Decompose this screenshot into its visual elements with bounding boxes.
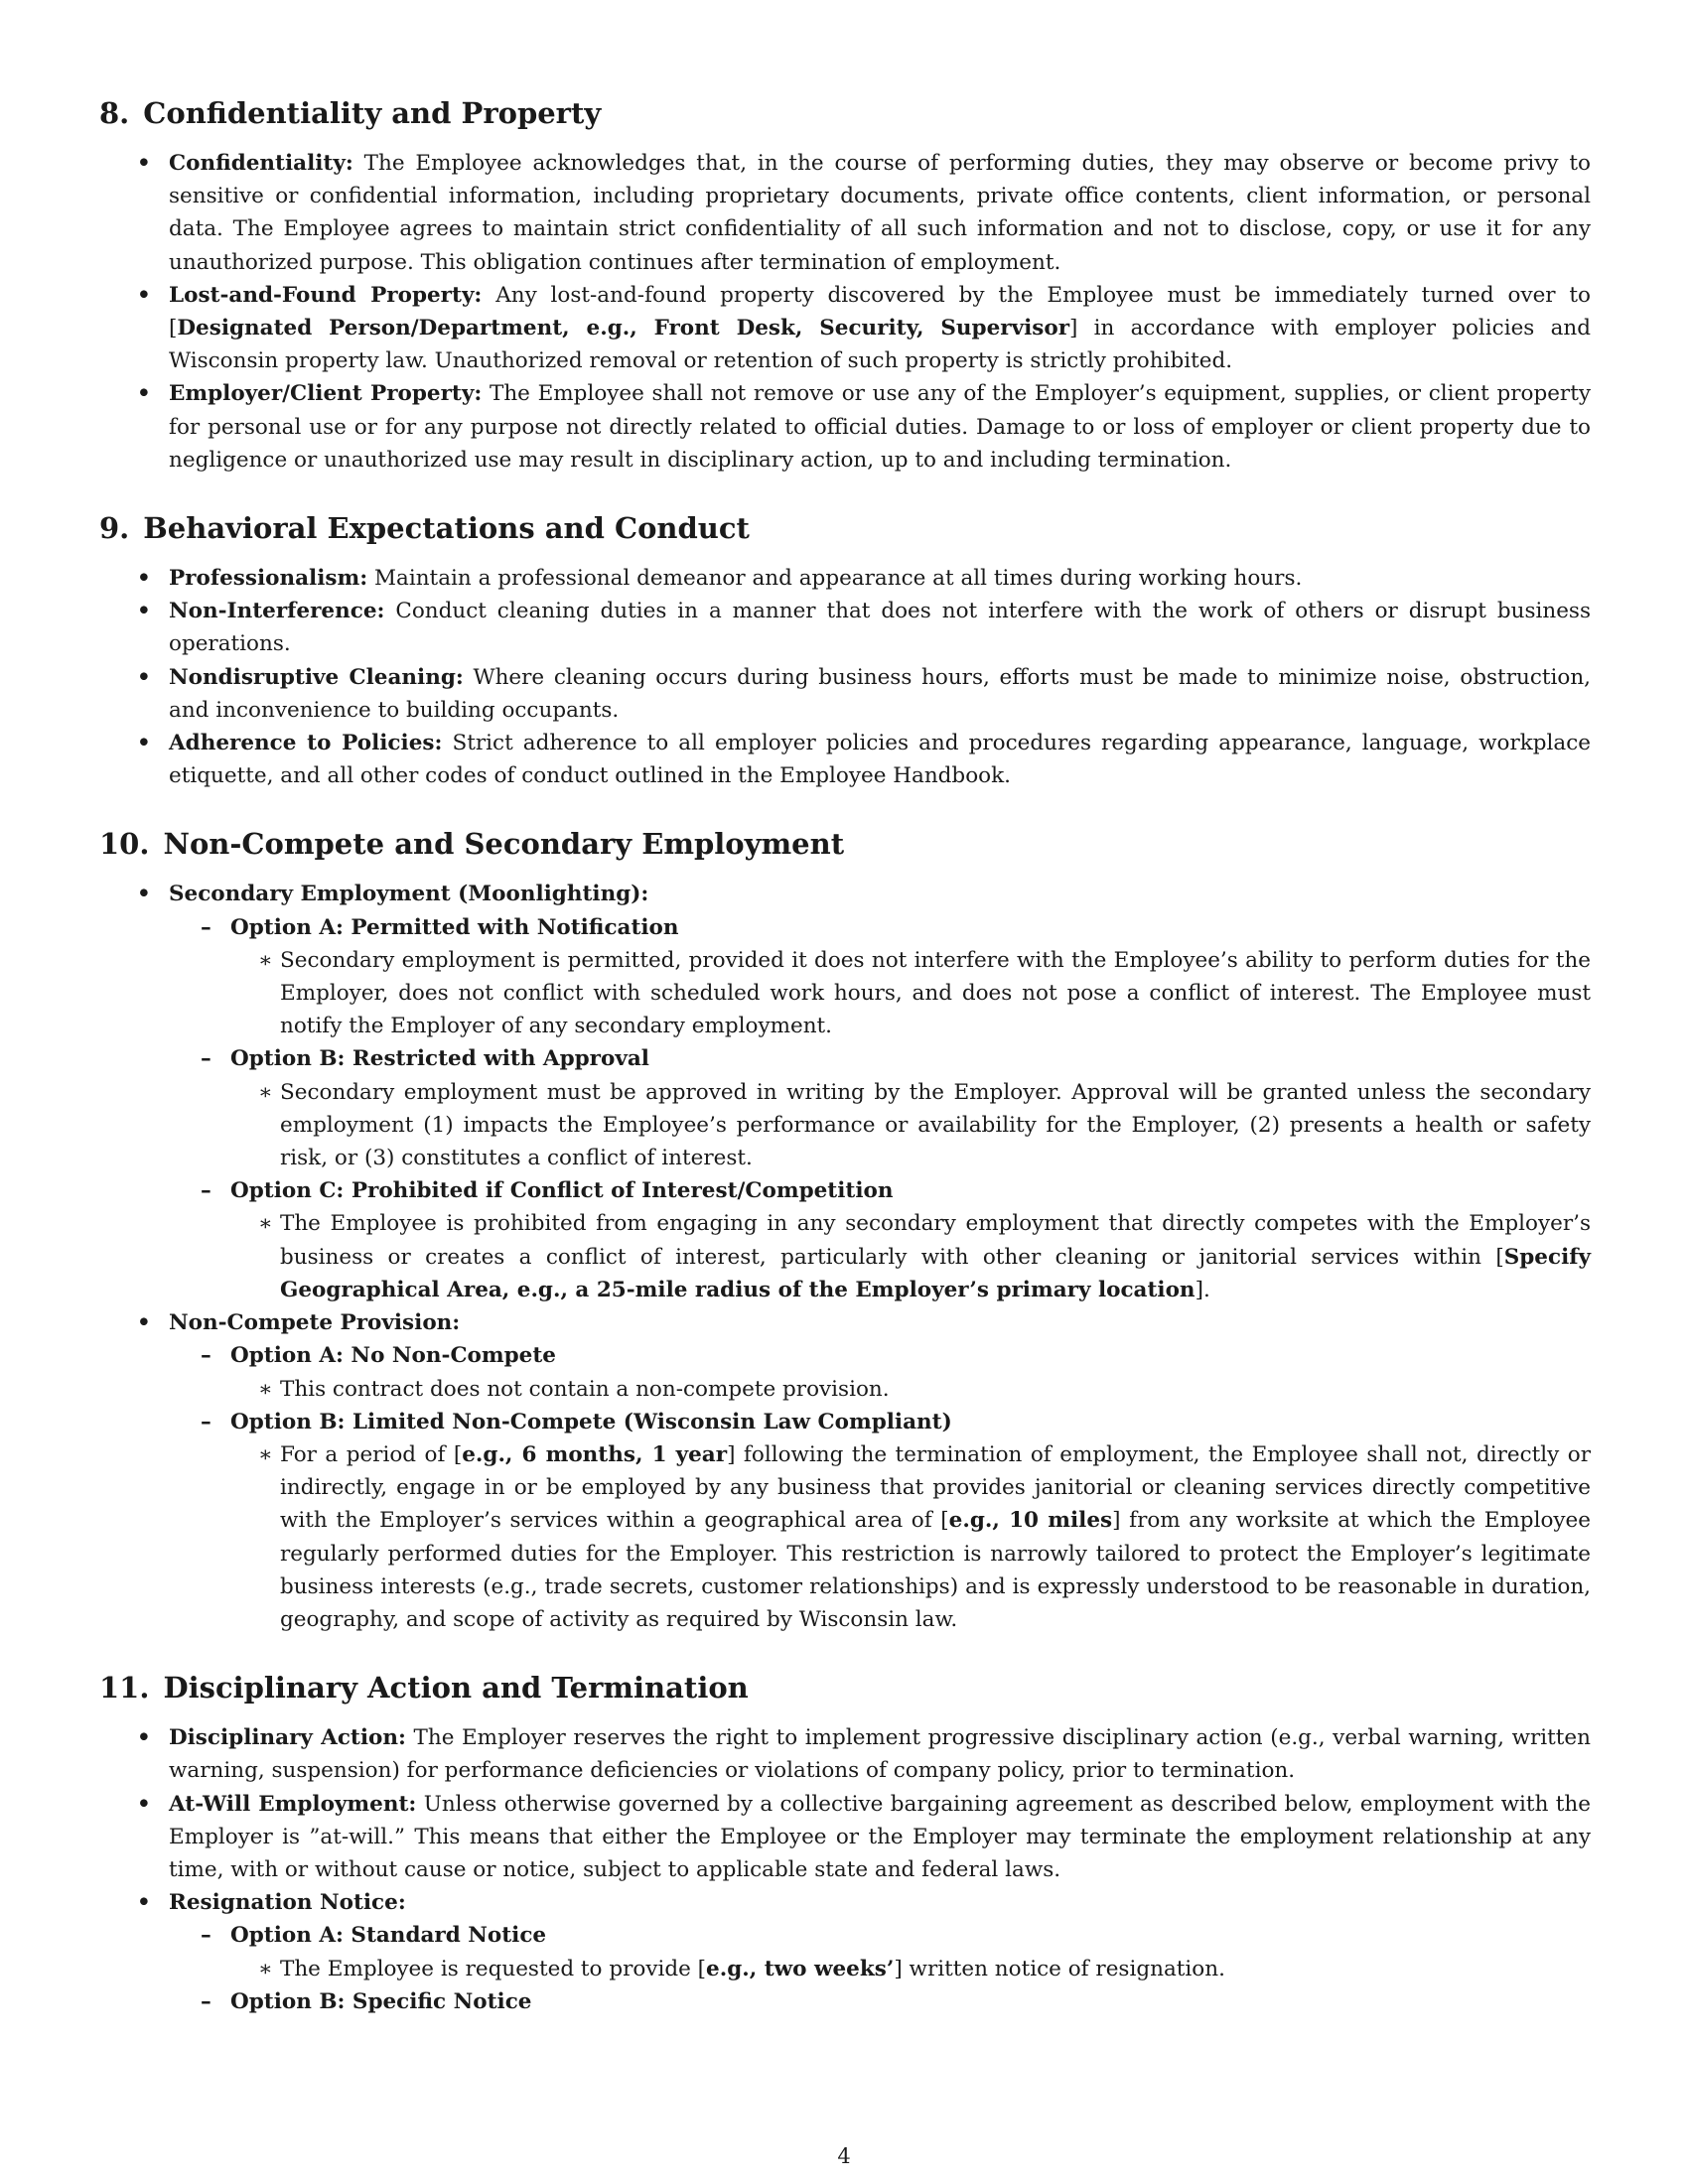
list-item: • Disciplinary Action: The Employer reserves the right to implement progressive disciplinary action (e.g., verbal warning, written warning, suspension) for performance deficiencies or violations of company policy, prior to termination.	[99, 1721, 1591, 1787]
list-item: • Non-Compete Provision: – Option A: No Non-Compete ∗ This contract does not contain a non-compete provision. – Option B: Limited Non-Compete (Wisconsin Law Compliant) ∗ For a period of [e.g., 6 months, 1 year] following the termination of employment, the Employee shall not, directly or indirectly, engage in or be employed by any business that provides janitorial or cleaning services directly competitive with the Employer’s services within a geographical area of [e.g., 10 miles] from any worksite at which the Employee regularly performed duties for the Employer. This restriction is narrowly tailored to protect the Employer’s legitimate business interests (e.g., trade secrets, customer relationships) and is expressly understood to be reasonable in duration, geography, and scope of activity as required by Wisconsin law.	[99, 1306, 1591, 1636]
list-item: • At-Will Employment: Unless otherwise governed by a collective bargaining agreement as described below, employment with the Employer is ”at-will.” This means that either the Employee or the Employer may terminate the employment relationship at any time, with or without cause or notice, subject to applicable state and federal laws.	[99, 1788, 1591, 1887]
list-item: • Employer/Client Property: The Employee shall not remove or use any of the Employer’s equipment, supplies, or client property for personal use or for any purpose not directly related to official duties. Damage to or loss of employer or client property due to negligence or unauthorized use may result in disciplinary action, up to and including termination.	[99, 377, 1591, 477]
option-detail: ∗ For a period of [e.g., 6 months, 1 year] following the termination of employment, the Employee shall not, directly or indirectly, engage in or be employed by any business that provides janitorial or cleaning services directly competitive with the Employer’s services within a geographical area of [e.g., 10 miles] from any worksite at which the Employee regularly performed duties for the Employer. This restriction is narrowly tailored to protect the Employer’s legitimate business interests (e.g., trade secrets, customer relationships) and is expressly understood to be reasonable in duration, geography, and scope of activity as required by Wisconsin law.	[230, 1438, 1591, 1636]
page-number: 4	[837, 2144, 851, 2168]
document-page	[99, 95, 1591, 2052]
list-item: • Confidentiality: The Employee acknowledges that, in the course of performing duties, they may observe or become privy to sensitive or confidential information, including proprietary documents, private office contents, client information, or personal data. The Employee agrees to maintain strict confidentiality of all such information and not to disclose, copy, or use it for any unauthorized purpose. This obligation continues after termination of employment.	[99, 147, 1591, 279]
option-detail: ∗ This contract does not contain a non-compete provision.	[230, 1373, 1591, 1406]
option-item: – Option B: Restricted with Approval ∗ Secondary employment must be approved in writing by the Employer. Approval will be granted unless the secondary employment (1) impacts the Employee’s performance or availability for the Employer, (2) presents a health or safety risk, or (3) constitutes a conflict of interest.	[169, 1042, 1591, 1174]
section-9	[99, 510, 1591, 792]
list-item: • Professionalism: Maintain a professional demeanor and appearance at all times during working hours.	[99, 562, 1591, 595]
section-heading: 8. Confidentiality and Property	[99, 96, 602, 130]
option-detail: ∗ Secondary employment must be approved in writing by the Employer. Approval will be granted unless the secondary employment (1) impacts the Employee’s performance or availability for the Employer, (2) presents a health or safety risk, or (3) constitutes a conflict of interest.	[230, 1076, 1591, 1175]
section-10	[99, 826, 1591, 1636]
option-item: – Option A: No Non-Compete ∗ This contract does not contain a non-compete provision.	[169, 1339, 1591, 1405]
list-item: • Secondary Employment (Moonlighting): – Option A: Permitted with Notification ∗ Secondary employment is permitted, provided it does not interfere with the Employee’s ability to perform duties for the Employer, does not conflict with scheduled work hours, and does not pose a conflict of interest. The Employee must notify the Employer of any secondary employment. – Option B: Restricted with Approval ∗ Secondary employment must be approved in writing by the Employer. Approval will be granted unless the secondary employment (1) impacts the Employee’s performance or availability for the Employer, (2) presents a health or safety risk, or (3) constitutes a conflict of interest. – Option C: Prohibited if Conflict of Interest/Competition ∗ The Employee is prohibited from engaging in any secondary employment that directly competes with the Employer’s business or creates a conflict of interest, particularly with other cleaning or janitorial services within [Specify Geographical Area, e.g., a 25-mile radius of the Employer’s primary location].	[99, 878, 1591, 1306]
section-heading: 10. Non-Compete and Secondary Employment	[99, 827, 845, 862]
option-item: – Option A: Standard Notice ∗ The Employee is requested to provide [e.g., two weeks’] written notice of resignation.	[169, 1919, 1591, 1984]
section-11	[99, 1670, 1591, 2018]
section-heading: 9. Behavioral Expectations and Conduct	[99, 511, 750, 546]
option-item: – Option B: Specific Notice	[169, 1985, 1591, 2018]
option-detail: ∗ The Employee is prohibited from engaging in any secondary employment that directly competes with the Employer’s business or creates a conflict of interest, particularly with other cleaning or janitorial services within [Specify Geographical Area, e.g., a 25-mile radius of the Employer’s primary location].	[230, 1207, 1591, 1306]
list-item: • Nondisruptive Cleaning: Where cleaning occurs during business hours, efforts must be made to minimize noise, obstruction, and inconvenience to building occupants.	[99, 661, 1591, 727]
list-item: • Lost-and-Found Property: Any lost-and-found property discovered by the Employee must be immediately turned over to [Designated Person/Department, e.g., Front Desk, Security, Supervisor] in accordance with employer policies and Wisconsin property law. Unauthorized removal or retention of such property is strictly prohibited.	[99, 279, 1591, 378]
list-item: • Non-Interference: Conduct cleaning duties in a manner that does not interfere with the work of others or disrupt business operations.	[99, 595, 1591, 660]
list-item: • Adherence to Policies: Strict adherence to all employer policies and procedures regarding appearance, language, workplace etiquette, and all other codes of conduct outlined in the Employee Handbook.	[99, 727, 1591, 792]
option-detail: ∗ Secondary employment is permitted, provided it does not interfere with the Employee’s ability to perform duties for the Employer, does not conflict with scheduled work hours, and does not pose a conflict of interest. The Employee must notify the Employer of any secondary employment.	[230, 944, 1591, 1043]
option-item: – Option B: Limited Non-Compete (Wisconsin Law Compliant) ∗ For a period of [e.g., 6 months, 1 year] following the termination of employment, the Employee shall not, directly or indirectly, engage in or be employed by any business that provides janitorial or cleaning services directly competitive with the Employer’s services within a geographical area of [e.g., 10 miles] from any worksite at which the Employee regularly performed duties for the Employer. This restriction is narrowly tailored to protect the Employer’s legitimate business interests (e.g., trade secrets, customer relationships) and is expressly understood to be reasonable in duration, geography, and scope of activity as required by Wisconsin law.	[169, 1406, 1591, 1636]
option-item: – Option A: Permitted with Notification ∗ Secondary employment is permitted, provided it does not interfere with the Employee’s ability to perform duties for the Employer, does not conflict with scheduled work hours, and does not pose a conflict of interest. The Employee must notify the Employer of any secondary employment.	[169, 911, 1591, 1043]
list-item: • Resignation Notice: – Option A: Standard Notice ∗ The Employee is requested to provide [e.g., two weeks’] written notice of resignation. – Option B: Specific Notice	[99, 1886, 1591, 2018]
section-heading: 11. Disciplinary Action and Termination	[99, 1671, 749, 1706]
option-detail: ∗ The Employee is requested to provide [e.g., two weeks’] written notice of resignation.	[230, 1953, 1591, 1985]
section-8	[99, 95, 1591, 477]
option-item: – Option C: Prohibited if Conflict of Interest/Competition ∗ The Employee is prohibited from engaging in any secondary employment that directly competes with the Employer’s business or creates a conflict of interest, particularly with other cleaning or janitorial services within [Specify Geographical Area, e.g., a 25-mile radius of the Employer’s primary location].	[169, 1174, 1591, 1306]
